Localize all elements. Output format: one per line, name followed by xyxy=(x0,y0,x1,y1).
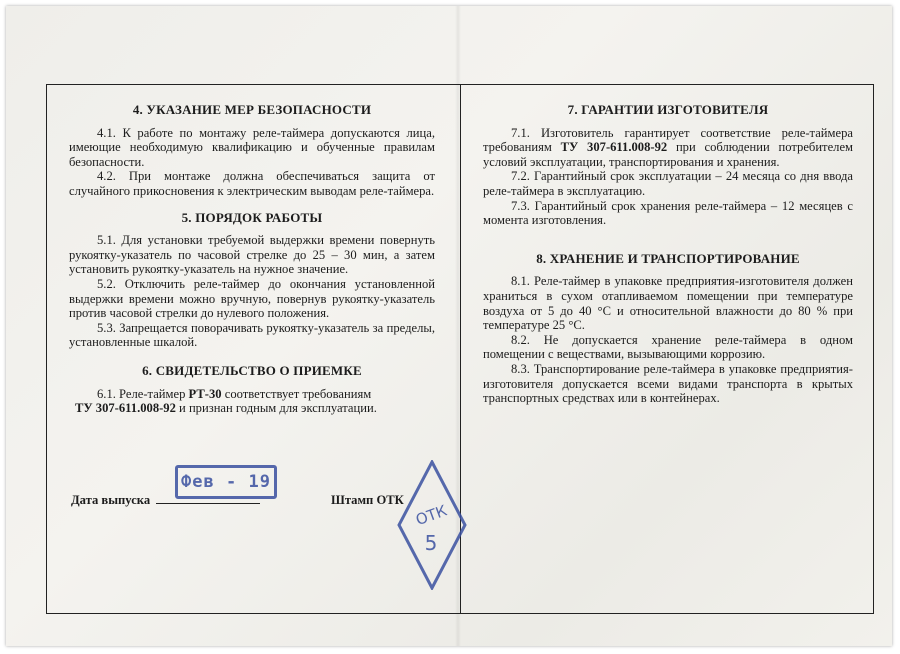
right-column xyxy=(483,95,853,406)
section-5-title: 5. ПОРЯДОК РАБОТЫ xyxy=(181,209,323,225)
section-5-paragraph-1: 5.1. Для установки требуемой выдержки времени повернуть рукоятку-указатель по часовой стрелке до 25 – 30 мин, а затем установить рукоятку-указатель на нужное значение. xyxy=(69,233,435,277)
otk-stamp-number: 5 xyxy=(424,531,438,555)
section-8-paragraph-3: 8.3. Транспортирование реле-таймера в упаковке предприятия-изготовителя допускается всеми видами транспорта в крытых транспортных средствах или в контейнерах. xyxy=(483,361,853,406)
date-stamp: Фев - 19 xyxy=(175,465,277,499)
section-6-paragraph-2 xyxy=(69,401,435,416)
section-7-text-b: при соблюдении потребителем условий эксплуатации, транспортирования и хранения. xyxy=(483,140,853,169)
section-6-text-b: соответствует требованиям xyxy=(221,386,372,401)
release-date-label: Дата выпуска xyxy=(71,493,151,507)
document-sheet xyxy=(6,6,892,646)
section-6-paragraph-1 xyxy=(69,387,435,402)
section-5-paragraph-3: 5.3. Запрещается поворачивать рукоятку-указатель за пределы, установленные шкалой. xyxy=(69,320,435,350)
section-7-paragraph-2: 7.2. Гарантийный срок эксплуатации – 24 месяца со дня ввода реле-таймера в эксплуатацию. xyxy=(483,169,853,198)
section-6-text-c: и признан годным для эксплуатации. xyxy=(175,401,377,416)
otk-stamp-text: ОТК xyxy=(413,501,450,530)
section-7-paragraph-3: 7.3. Гарантийный срок хранения реле-таймера – 12 месяцев с момента изготовления. xyxy=(483,198,853,228)
section-6-tu-code: ТУ 307-611.008-92 xyxy=(75,401,176,416)
otk-stamp-field xyxy=(331,493,404,508)
section-4-paragraph-1: 4.1. К работе по монтажу реле-таймера допускаются лица, имеющие необходимую квалификацию и обученные правилам безопасности. xyxy=(69,125,435,169)
otk-stamp-label: Штамп ОТК xyxy=(331,493,404,507)
section-7-tu-code: ТУ 307-611.008-92 xyxy=(560,140,668,155)
section-6-text-a: 6.1. Реле-таймер xyxy=(97,386,189,401)
section-8-paragraph-2: 8.2. Не допускается хранение реле-таймера в одном помещении с веществами, вызывающими коррозию. xyxy=(483,332,853,362)
otk-stamp-diamond xyxy=(399,462,465,588)
product-model: РТ-30 xyxy=(188,386,222,401)
otk-stamp xyxy=(397,460,467,590)
section-8-paragraph-1: 8.1. Реле-таймер в упаковке предприятия-изготовителя должен храниться в сухом отапливаемом помещении при температуре воздуха от 5 до 40 °С и относительной влажности до 80 % при температуре 25 °С. xyxy=(483,274,853,333)
left-column xyxy=(69,95,435,416)
section-7-paragraph-1 xyxy=(483,126,853,170)
release-date-line xyxy=(156,503,260,504)
document-frame xyxy=(46,84,874,614)
section-7-title: 7. ГАРАНТИИ ИЗГОТОВИТЕЛЯ xyxy=(567,102,769,117)
section-4-paragraph-2: 4.2. При монтаже должна обеспечиваться защита от случайного прикосновения к электрическим выводам реле-таймера. xyxy=(69,169,435,198)
section-5-paragraph-2: 5.2. Отключить реле-таймер до окончания установленной выдержки времени можно вручную, повернув рукоятку-указатель против часовой стрелки до нулевого положения. xyxy=(69,276,435,321)
section-4-title: 4. УКАЗАНИЕ МЕР БЕЗОПАСНОСТИ xyxy=(132,102,372,117)
section-8-title: 8. ХРАНЕНИЕ И ТРАНСПОРТИРОВАНИЕ xyxy=(536,250,800,266)
section-6-title: 6. СВИДЕТЕЛЬСТВО О ПРИЕМКЕ xyxy=(142,362,362,378)
section-7-text-a: 7.1. Изготовитель гарантирует соответствие реле-таймера требованиям xyxy=(483,125,853,155)
